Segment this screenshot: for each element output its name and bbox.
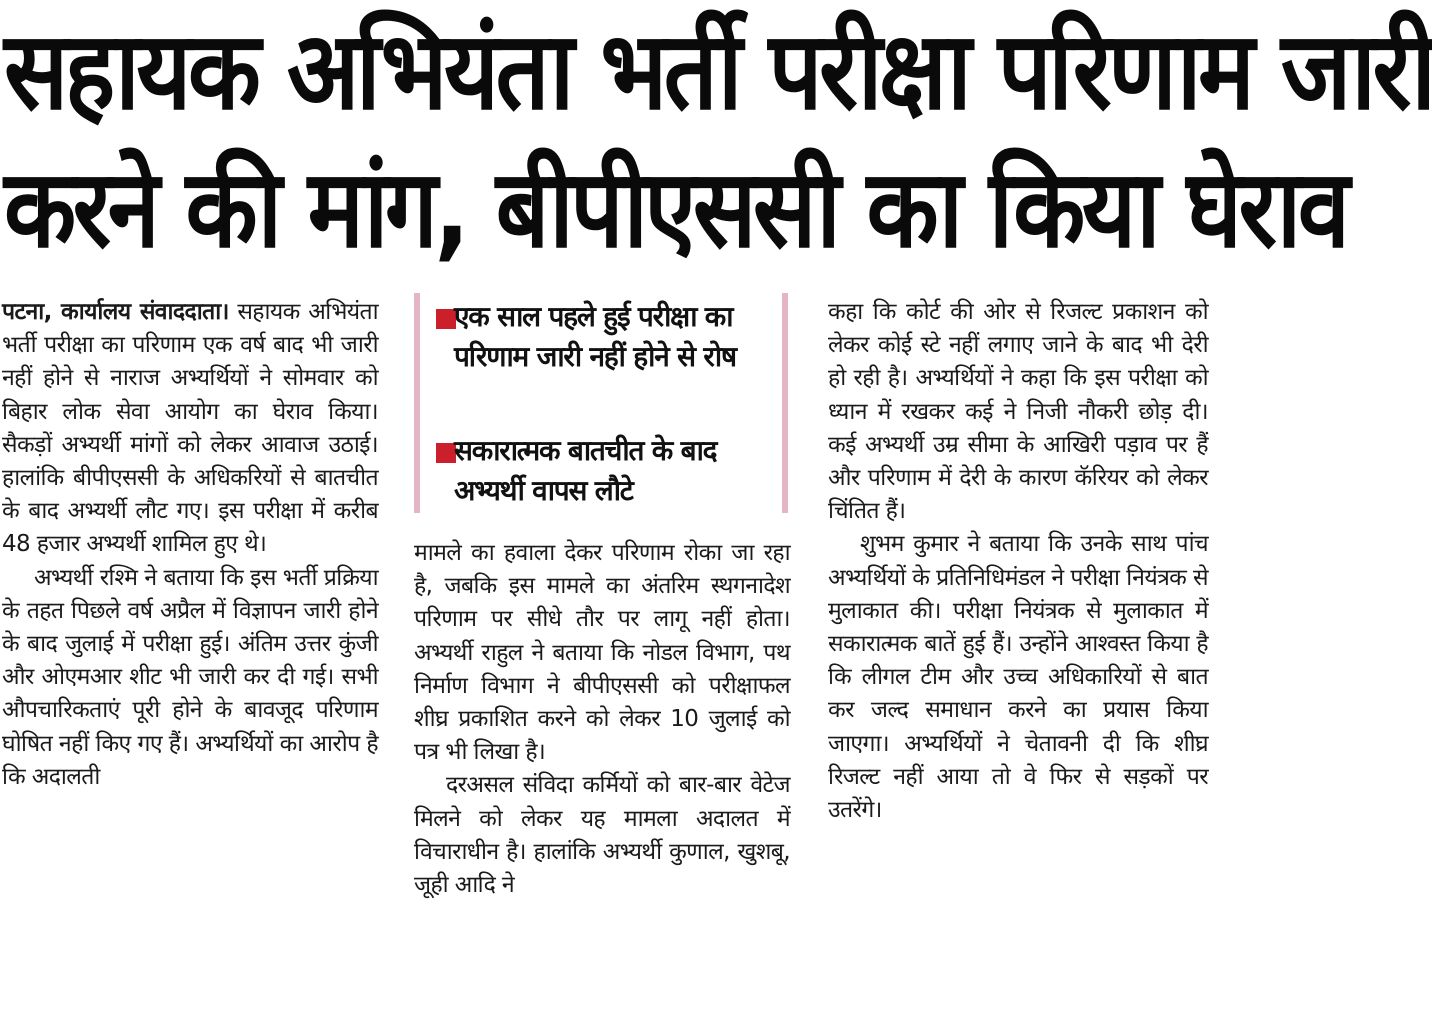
paragraph-6: शुभम कुमार ने बताया कि उनके साथ पांच अभ्यर्थियों के प्रतिनिधिमंडल ने परीक्षा नियंत्रक से मुलाकात की। परीक्षा नियंत्रक से मुलाकात में सकारात्मक बातें हुई हैं। उन्होंने आश्वस्त किया है कि लीगल टीम और उच्च अधिकारियों से बात कर जल्द समाधान करने का प्रयास किया जाएगा। अभ्यर्थियों ने चेतावनी दी कि शीघ्र रिजल्ट नहीं आया तो वे फिर से सड़कों पर उतरेंगे। [828, 531, 1208, 824]
article-column-2 [414, 537, 790, 902]
paragraph-4: दरअसल संविदा कर्मियों को बार-बार वेटेज मिलने को लेकर यह मामला अदालत में विचाराधीन है। हालांकि अभ्यर्थी कुणाल, खुशबू, जूही आदि ने [414, 772, 790, 899]
article-column-3 [828, 296, 1208, 827]
paragraph-2: अभ्यर्थी रश्मि ने बताया कि इस भर्ती प्रक्रिया के तहत पिछले वर्ष अप्रैल में विज्ञापन जारी होने के बाद जुलाई में परीक्षा हुई। अंतिम उत्तर कुंजी और ओएमआर शीट भी जारी कर दी गई। सभी औपचारिकताएं पूरी होने के बावजूद परिणाम घोषित नहीं किए गए हैं। अभ्यर्थियों का आरोप है कि अदालती [2, 564, 378, 790]
red-square-bullet-icon [436, 443, 456, 463]
article-column-1 [2, 296, 378, 794]
red-square-bullet-icon [436, 309, 456, 329]
highlights-box [414, 293, 788, 513]
paragraph-5: कहा कि कोर्ट की ओर से रिजल्ट प्रकाशन को लेकर कोई स्टे नहीं लगाए जाने के बाद भी देरी हो रही है। अभ्यर्थियों ने कहा कि इस परीक्षा को ध्यान में रखकर कई ने निजी नौकरी छोड़ दी। कई अभ्यर्थी उम्र सीमा के आखिरी पड़ाव पर हैं और परिणाम में देरी के कारण कॅरियर को लेकर चिंतित हैं। [828, 299, 1208, 525]
paragraph-3: मामले का हवाला देकर परिणाम रोका जा रहा है, जबकि इस मामले का अंतरिम स्थगनादेश परिणाम पर सीधे तौर पर लागू नहीं होता। अभ्यर्थी राहुल ने बताया कि नोडल विभाग, पथ निर्माण विभाग ने बीपीएससी को परीक्षाफल शीघ्र प्रकाशित करने को लेकर 10 जुलाई को पत्र भी लिखा है। [414, 540, 791, 766]
headline-line-2: करने की मांग, बीपीएससी का किया घेराव [4, 147, 1347, 272]
highlight-item-2: सकारात्मक बातचीत के बाद अभ्यर्थी वापस लौटे [454, 434, 717, 507]
headline-line-1: सहायक अभियंता भर्ती परीक्षा परिणाम जारी [4, 9, 1432, 134]
article-intro [2, 296, 378, 562]
headline [0, 0, 1432, 290]
highlight-item-1: एक साल पहले हुई परीक्षा का परिणाम जारी नहीं होने से रोष [454, 300, 736, 373]
dateline: पटना, कार्यालय संवाददाता। [2, 299, 229, 325]
paragraph-1: सहायक अभियंता भर्ती परीक्षा का परिणाम एक वर्ष बाद भी जारी नहीं होने से नाराज अभ्यर्थियों ने सोमवार को बिहार लोक सेवा आयोग का घेराव किया। सैकड़ों अभ्यर्थी मांगों को लेकर आवाज उठाई। हालांकि बीपीएससी के अधिकरियों से बातचीत के बाद अभ्यर्थी लौट गए। इस परीक्षा में करीब 48 हजार अभ्यर्थी शामिल हुए थे। [2, 299, 378, 558]
